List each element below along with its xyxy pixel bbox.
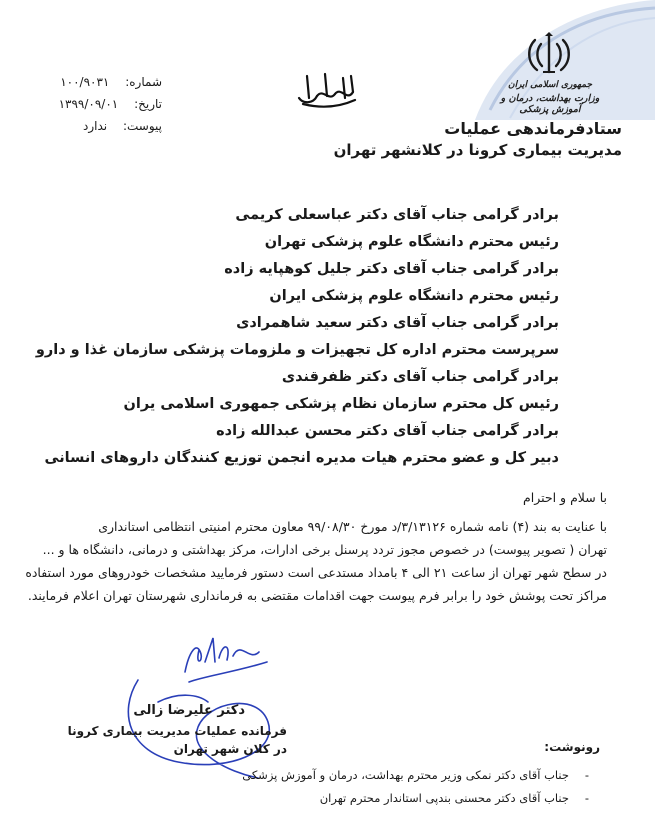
letter-attachment-value: ندارد: [83, 119, 108, 133]
signatory-title: [68, 722, 287, 758]
letter-attachment: [83, 119, 162, 133]
cc-item-text: جناب آقای دکتر نمکی وزیر محترم بهداشت، درمان و آموزش پزشکی: [242, 768, 569, 782]
body-line: مراکز تحت پوشش خود را برابر فرم پیوست جهت اقدامات مقتضی به فرمانداری شهرستان تهران اعلام فرمایند.: [27, 588, 607, 603]
cc-dash: -: [584, 768, 590, 782]
recipient-line: سرپرست محترم اداره کل تجهیزات و ملزومات پزشکی سازمان غذا و دارو: [35, 342, 559, 358]
recipient-line: رئیس محترم دانشگاه علوم پزشکی ایران: [269, 288, 559, 304]
recipient-line: برادر گرامی جناب آقای دکتر محسن عبدالله زاده: [216, 423, 559, 439]
recipient-line: برادر گرامی جناب آقای دکتر سعید شاهمرادی: [236, 315, 559, 331]
signatory-title-line-2: در کلان شهر تهران: [173, 742, 287, 756]
body-line: تهران ( تصویر پیوست) در خصوص مجوز تردد پرسنل برخی ادارات، مرکز بهداشتی و درمانی، دانشگاه ها و ...: [42, 542, 607, 557]
recipient-line: برادر گرامی جناب آقای دکتر جلیل کوهپایه زاده: [224, 261, 559, 277]
hq-title: ستادفرماندهی عملیات: [444, 119, 622, 138]
cc-item: [242, 787, 605, 810]
ministry-name-line-1: جمهوری اسلامی ایران: [507, 80, 593, 90]
recipient-line: برادر گرامی جناب آقای دکتر عباسعلی کریمی: [235, 207, 559, 223]
cc-item-text: جناب آقای دکتر محسنی بندپی استاندار محترم تهران: [319, 791, 569, 805]
hq-subtitle: مدیریت بیماری کرونا در کلانشهر تهران: [333, 141, 622, 159]
iran-emblem-logo: [525, 32, 573, 78]
letter-number: [60, 75, 162, 89]
letter-attachment-label: پیوست:: [122, 119, 162, 133]
letter-number-label: شماره:: [125, 75, 162, 89]
ministry-name-line-2: وزارت بهداشت، درمان و آموزش پزشکی: [500, 93, 600, 115]
cc-label: رونوشت:: [544, 740, 600, 754]
letter-date-value: ۱۳۹۹/۰۹/۰۱: [58, 97, 119, 111]
cc-dash: -: [584, 791, 590, 805]
body-line: در سطح شهر تهران از ساعت ۲۱ الی ۴ بامداد مستدعی است دستور فرمایید مشخصات خودروهای مورد استفاده: [25, 565, 607, 580]
bismillah-calligraphy: [293, 68, 359, 108]
letter-date-label: تاریخ:: [134, 97, 162, 111]
recipient-line: رئیس کل محترم سازمان نظام پزشکی جمهوری اسلامی یران: [123, 396, 559, 412]
body-line: با عنایت به بند (۴) نامه شماره ۳/۱۳۱۲۶/د مورخ ۹۹/۰۸/۳۰ معاون محترم امنیتی انتظامی استانداری: [98, 519, 607, 534]
signatory-name: دکتر علیرضا زالی: [133, 703, 245, 718]
cc-item: [242, 764, 605, 787]
letter-date: [59, 97, 162, 111]
signatory-title-line-1: فرمانده عملیات مدیریت بیماری کرونا: [67, 724, 287, 738]
letter-number-value: ۱۰۰/۹۰۳۱: [60, 75, 110, 89]
recipient-line: برادر گرامی جناب آقای دکتر ظفرقندی: [281, 369, 559, 385]
cc-list: [242, 764, 605, 810]
greeting: با سلام و احترام: [523, 490, 607, 505]
recipient-line: رئیس محترم دانشگاه علوم پزشکی تهران: [264, 234, 559, 250]
recipient-line: دبیر کل و عضو محترم هیات مدیره انجمن توزیع کنندگان داروهای انسانی: [44, 450, 559, 466]
letter-body: [25, 515, 607, 607]
recipient-list: [36, 202, 559, 472]
